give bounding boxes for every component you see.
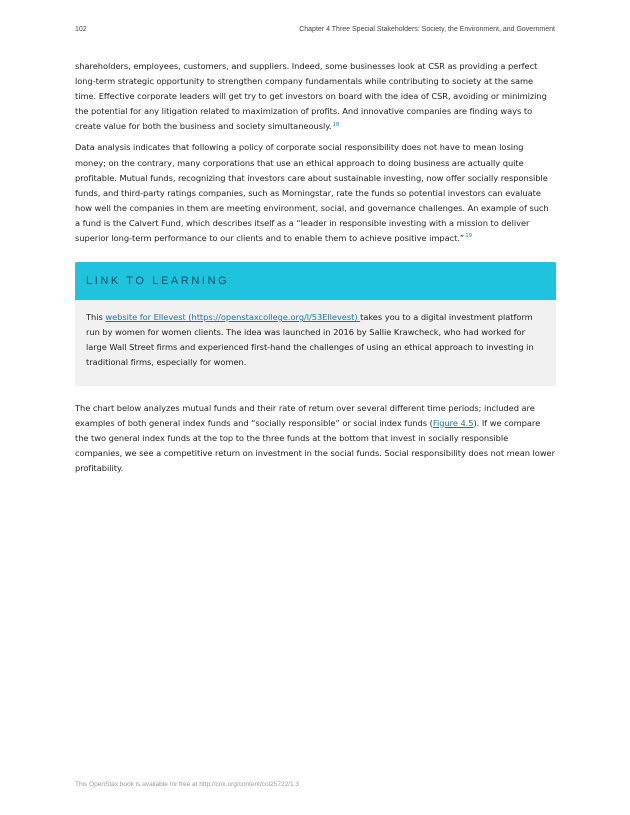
link-to-learning-box [75,262,556,385]
link-to-learning-header [75,262,556,300]
link-to-learning-text [86,310,538,370]
chapter-title: Chapter 4 Three Special Stakeholders: Society, the Environment, and Government [299,26,555,33]
footnote-ref-19[interactable]: 19 [465,233,473,240]
paragraph-csr-opportunity [75,59,555,134]
link-to-learning-title: LINK TO LEARNING [86,275,230,288]
figure-4-5-link[interactable]: Figure 4.5 [432,417,474,428]
page-footer: This OpenStax book is available for free at http://cnx.org/content/col25722/1.3 [75,781,300,788]
page-number: 102 [75,26,87,33]
link-to-learning-body [75,300,556,385]
paragraph-mutual-funds-chart [75,401,555,476]
ellevest-website-link[interactable]: website for Ellevest (https://openstaxcollege.org/l/53Ellevest) [105,312,361,323]
paragraph-text: shareholders, employees, customers, and suppliers. Indeed, some businesses look at CSR as providing a perfect long-term strategic opportunity to strengthen company fundamentals while contributing to society at the same time. Effective corporate leaders will get try to get investors on board with the idea of CSR, avoiding or minimizing the potential for any litigation related to maximization of profits. And innovative companies are finding ways to create value for both the business and society simultaneously. [75,61,547,132]
paragraph-data-analysis [75,140,555,246]
link-prefix: This [86,312,106,323]
page-content [75,59,555,476]
paragraph-text: Data analysis indicates that following a policy of corporate social responsibility does not have to mean losing money; on the contrary, many corporations that use an ethical approach to doing business are actually quite profitable. Mutual funds, recognizing that investors care about sustainable investing, now offer socially responsible funds, and third-party ratings companies, such as Morningstar, rate the funds so potential investors can evaluate how well the companies in them are meeting environment, social, and governance challenges. An example of such a fund is the Calvert Fund, which describes itself as a “leader in responsible investing with a mission to deliver superior long-term performance to our clients and to enable them to achieve positive impact.” [75,142,549,244]
page-header [75,26,555,38]
paragraph-text-after-link: ). If we compare the two general index funds at the top to the three funds at the bottom that invest in socially responsible companies, we see a competitive return on investment in the social funds. Social responsibility does not mean lower profitability. [75,417,555,473]
footnote-ref-18[interactable]: 18 [332,121,340,128]
link-suffix: takes you to a digital investment platform run by women for women clients. The idea was launched in 2016 by Sallie Krawcheck, who had worked for large Wall Street firms and experienced first-hand the challenges of using an ethical approach to investing in traditional firms, especially for women. [86,312,534,368]
paragraph-text-before-link: The chart below analyzes mutual funds and their rate of return over several different time periods; included are examples of both general index funds and “socially responsible” or social index funds ( [75,402,535,428]
